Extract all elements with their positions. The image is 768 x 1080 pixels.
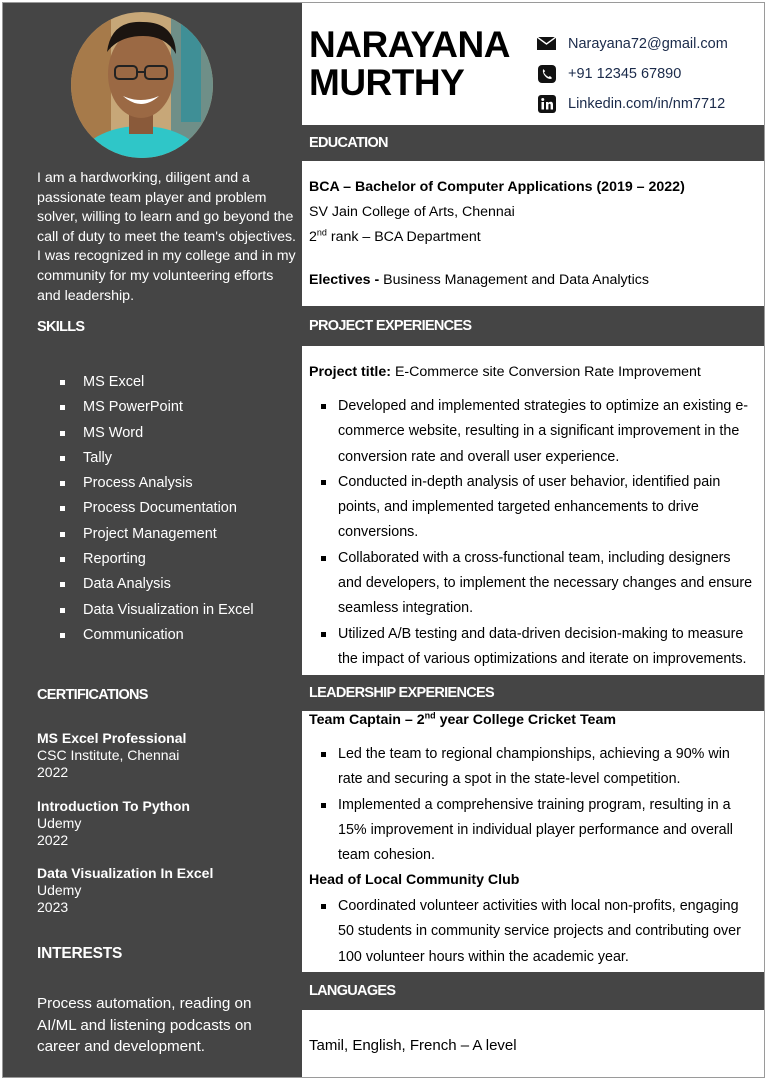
rank-text: rank – BCA Department [326,229,481,245]
leadership-role-2-bullets [315,894,755,970]
list-item: Data Analysis [60,572,254,597]
resume-page [2,2,765,1078]
skills-heading: SKILLS [37,319,85,335]
phone-text: +91 12345 67890 [568,65,682,82]
certification-year: 2022 [37,764,69,780]
envelope-icon [537,34,556,53]
project-title-text: E-Commerce site Conversion Rate Improvement [394,364,701,380]
list-item: Process Documentation [60,496,254,521]
education-degree: BCA – Bachelor of Computer Applications (2019 – 2022) [309,179,685,195]
role-1-suffix: nd [424,710,436,721]
list-item: MS Word [60,421,254,446]
list-item: Reporting [60,547,254,572]
project-title [309,364,701,380]
list-item: Tally [60,446,254,471]
certification-year: 2022 [37,832,69,848]
first-name: NARAYANA [309,24,510,65]
last-name: MURTHY [309,62,465,103]
projects-heading: PROJECT EXPERIENCES [302,306,765,346]
languages-text: Tamil, English, French – A level [309,1037,517,1054]
electives-text: Business Management and Data Analytics [383,272,649,288]
skills-list [60,370,254,648]
certification-item [37,798,190,849]
list-item: Conducted in-depth analysis of user behavior, identified pain points, and implemented targeted enhancements to drive conversions. [315,470,755,546]
certifications-heading: CERTIFICATIONS [37,687,148,703]
list-item: Led the team to regional championships, achieving a 90% win rate and securing a spot in the state-level competition. [315,742,755,793]
education-heading: EDUCATION [302,125,765,161]
profile-photo [71,12,213,158]
list-item: Communication [60,623,254,648]
list-item: Project Management [60,522,254,547]
list-item: Utilized A/B testing and data-driven decision-making to measure the impact of various optimizations and iterate on improvements. [315,622,755,673]
languages-heading: LANGUAGES [302,972,765,1010]
phone-icon [537,64,556,83]
candidate-name [309,26,510,102]
leadership-role-2: Head of Local Community Club [309,872,520,888]
certification-item [37,730,186,781]
interests-text: Process automation, reading on AI/ML and listening podcasts on career and development. [37,995,252,1055]
leadership-role-1-bullets [315,742,755,868]
project-bullets [315,394,755,672]
profile-summary: I am a hardworking, diligent and a passionate team player and problem solver, willing to learn and go beyond the call of duty to meet the team's objectives. I was recognized in my college and in my community for my volunteering efforts and leadership. [37,170,296,304]
linkedin-icon [537,94,556,113]
linkedin-text: Linkedin.com/in/nm7712 [568,95,726,112]
contact-linkedin[interactable] [537,94,725,113]
certification-title: Data Visualization In Excel [37,865,214,881]
list-item: Collaborated with a cross-functional team, including designers and developers, to implement the necessary changes and ensure seamless integration. [315,546,755,622]
electives-label: Electives - [309,272,384,288]
certification-year: 2023 [37,899,69,915]
role-1-prefix: Team Captain – 2 [309,712,425,728]
sidebar [3,3,302,1077]
certification-title: Introduction To Python [37,798,190,814]
list-item: Implemented a comprehensive training program, resulting in a 15% improvement in individual player performance and overall team cohesion. [315,793,755,869]
list-item: MS Excel [60,370,254,395]
rank-number: 2 [309,229,317,245]
list-item: Coordinated volunteer activities with local non-profits, engaging 50 students in community service projects and contributing over 100 volunteer hours within the academic year. [315,894,755,970]
email-text: Narayana72@gmail.com [568,35,728,52]
education-rank [309,229,481,245]
certification-issuer: Udemy [37,882,82,898]
certification-title: MS Excel Professional [37,730,187,746]
project-title-label: Project title: [309,364,395,380]
list-item: Data Visualization in Excel [60,598,254,623]
education-college: SV Jain College of Arts, Chennai [309,204,515,220]
list-item: Process Analysis [60,471,254,496]
list-item: Developed and implemented strategies to optimize an existing e-commerce website, resulting in a significant improvement in the conversion rate and overall user experience. [315,394,755,470]
contact-email[interactable] [537,34,728,53]
list-item: MS PowerPoint [60,395,254,420]
leadership-heading: LEADERSHIP EXPERIENCES [302,675,765,711]
rank-suffix: nd [316,227,327,238]
certification-issuer: CSC Institute, Chennai [37,747,180,763]
certification-item [37,865,213,916]
interests-heading: INTERESTS [37,945,123,962]
education-electives [309,272,649,288]
role-1-title: year College Cricket Team [435,712,616,728]
contact-phone[interactable] [537,64,681,83]
leadership-role-1 [309,712,616,728]
certification-issuer: Udemy [37,815,82,831]
